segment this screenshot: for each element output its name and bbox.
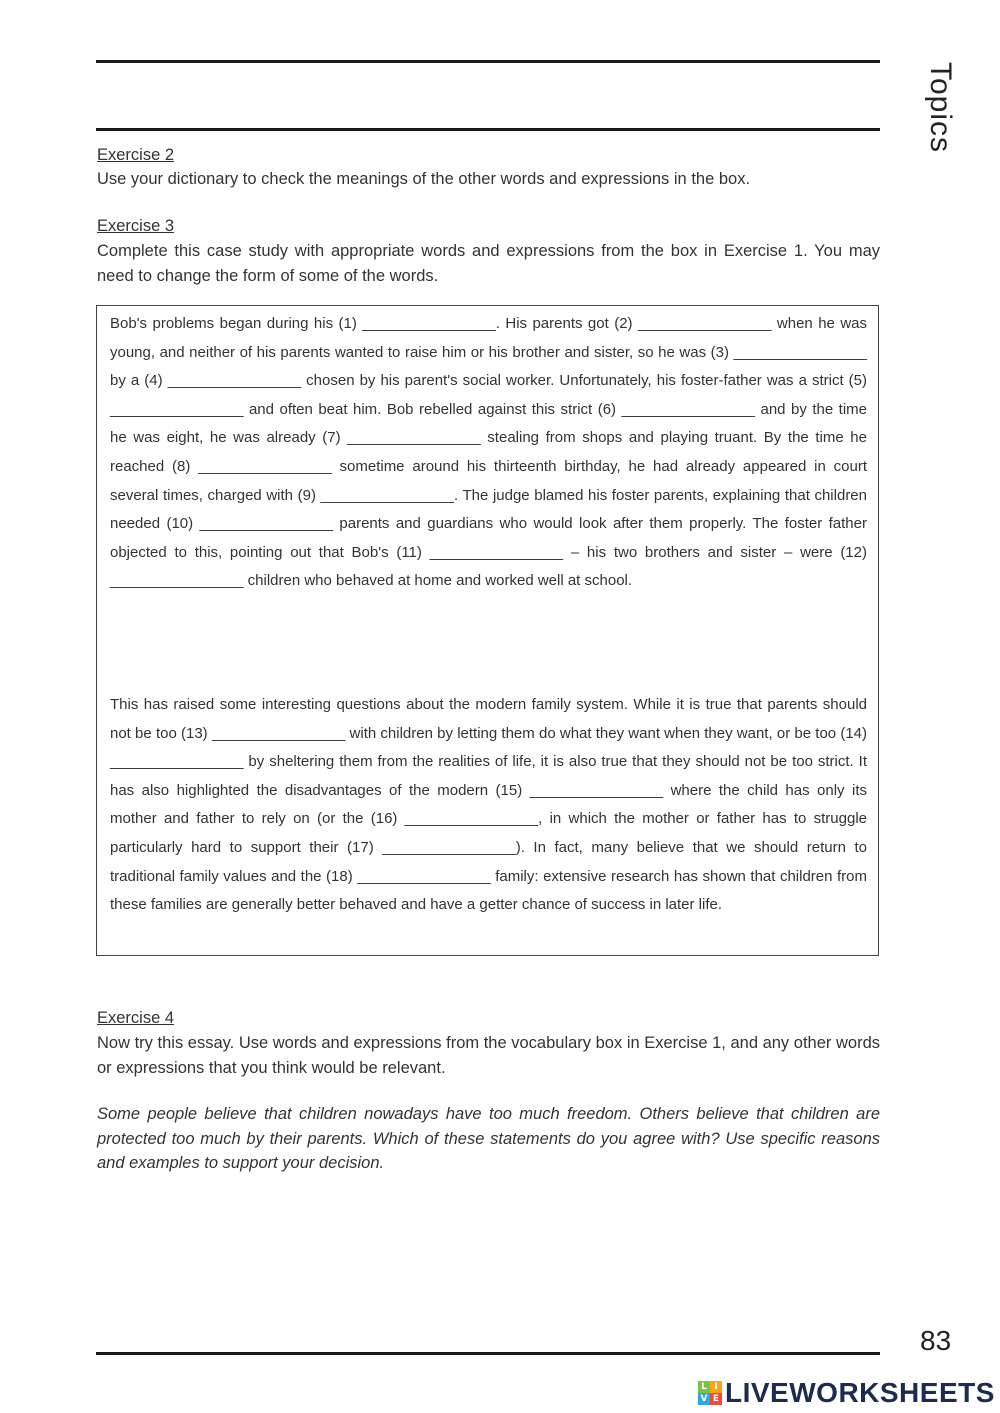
exercise4-text: Now try this essay. Use words and expressions from the vocabulary box in Exercise 1, and any other words or expressions that you think would be relevant. — [97, 1034, 880, 1077]
essay-prompt: Some people believe that children nowadays have too much freedom. Others believe that children are protected too much by their parents. Which of these statements do you agree with? Use specific reasons and examples to support your decision. — [97, 1105, 880, 1172]
case-study-paragraph-1: Bob's problems began during his (1) ________________. His parents got (2) ________________ when he was young, and neither of his parents wanted to raise him or his brother and sister, so he was (3) ________________ by a (4) ________________ chosen by his parent's social worker. Unfortunately, his foster-father was a strict (5) ________________ and often beat him. Bob rebelled against this strict (6) ________________ and by the time he was eight, he was already (7) ________________ stealing from shops and playing truant. By the time he reached (8) ________________ sometime around his thirteenth birthday, he had already appeared in court several times, charged with (9) ________________. The judge blamed his foster parents, explaining that children needed (10) ________________ parents and guardians who would look after them properly. The foster father objected to this, pointing out that Bob's (11) ________________ – his two brothers and sister – were (12) ________________ children who behaved at home and worked well at school. — [110, 315, 867, 590]
side-tab-topics: Topics — [924, 62, 957, 154]
top-rule — [96, 60, 880, 63]
exercise2-heading: Exercise 2 — [97, 146, 175, 164]
logo-letter-v: V — [698, 1393, 710, 1405]
logo-letter-i: I — [710, 1381, 722, 1393]
page-number: 83 — [920, 1325, 952, 1356]
logo-letter-l: L — [698, 1381, 710, 1393]
liveworksheets-brand — [698, 1378, 995, 1408]
exercise4-heading: Exercise 4 — [97, 1009, 175, 1027]
footer-rule — [96, 1352, 880, 1355]
liveworksheets-wordmark: LIVEWORKSHEETS — [725, 1377, 995, 1408]
logo-letter-e: E — [710, 1393, 722, 1405]
exercise2-text: Use your dictionary to check the meanings of the other words and expressions in the box. — [97, 170, 751, 188]
case-study-box — [96, 305, 879, 956]
exercise3-heading: Exercise 3 — [97, 217, 175, 235]
liveworksheets-logo-icon — [698, 1381, 722, 1405]
exercise3-text: Complete this case study with appropriate words and expressions from the box in Exercise 1. You may need to change the form of some of the words. — [97, 242, 880, 285]
case-study-paragraph-2: This has raised some interesting questions about the modern family system. While it is true that parents should not be too (13) ________________ with children by letting them do what they want when they want, or be too (14) ________________ by sheltering them from the realities of life, it is also true that they should not be too strict. It has also highlighted the disadvantages of the modern (15) ________________ where the child has only its mother and father to rely on (or the (16) ________________, in which the mother or father has to struggle particularly hard to support their (17) ________________). In fact, many believe that we should return to traditional family values and the (18) ________________ family: extensive research has shown that children from these families are generally better behaved and have a getter chance of success in later life. — [110, 696, 867, 914]
header-bottom-rule — [96, 128, 880, 131]
